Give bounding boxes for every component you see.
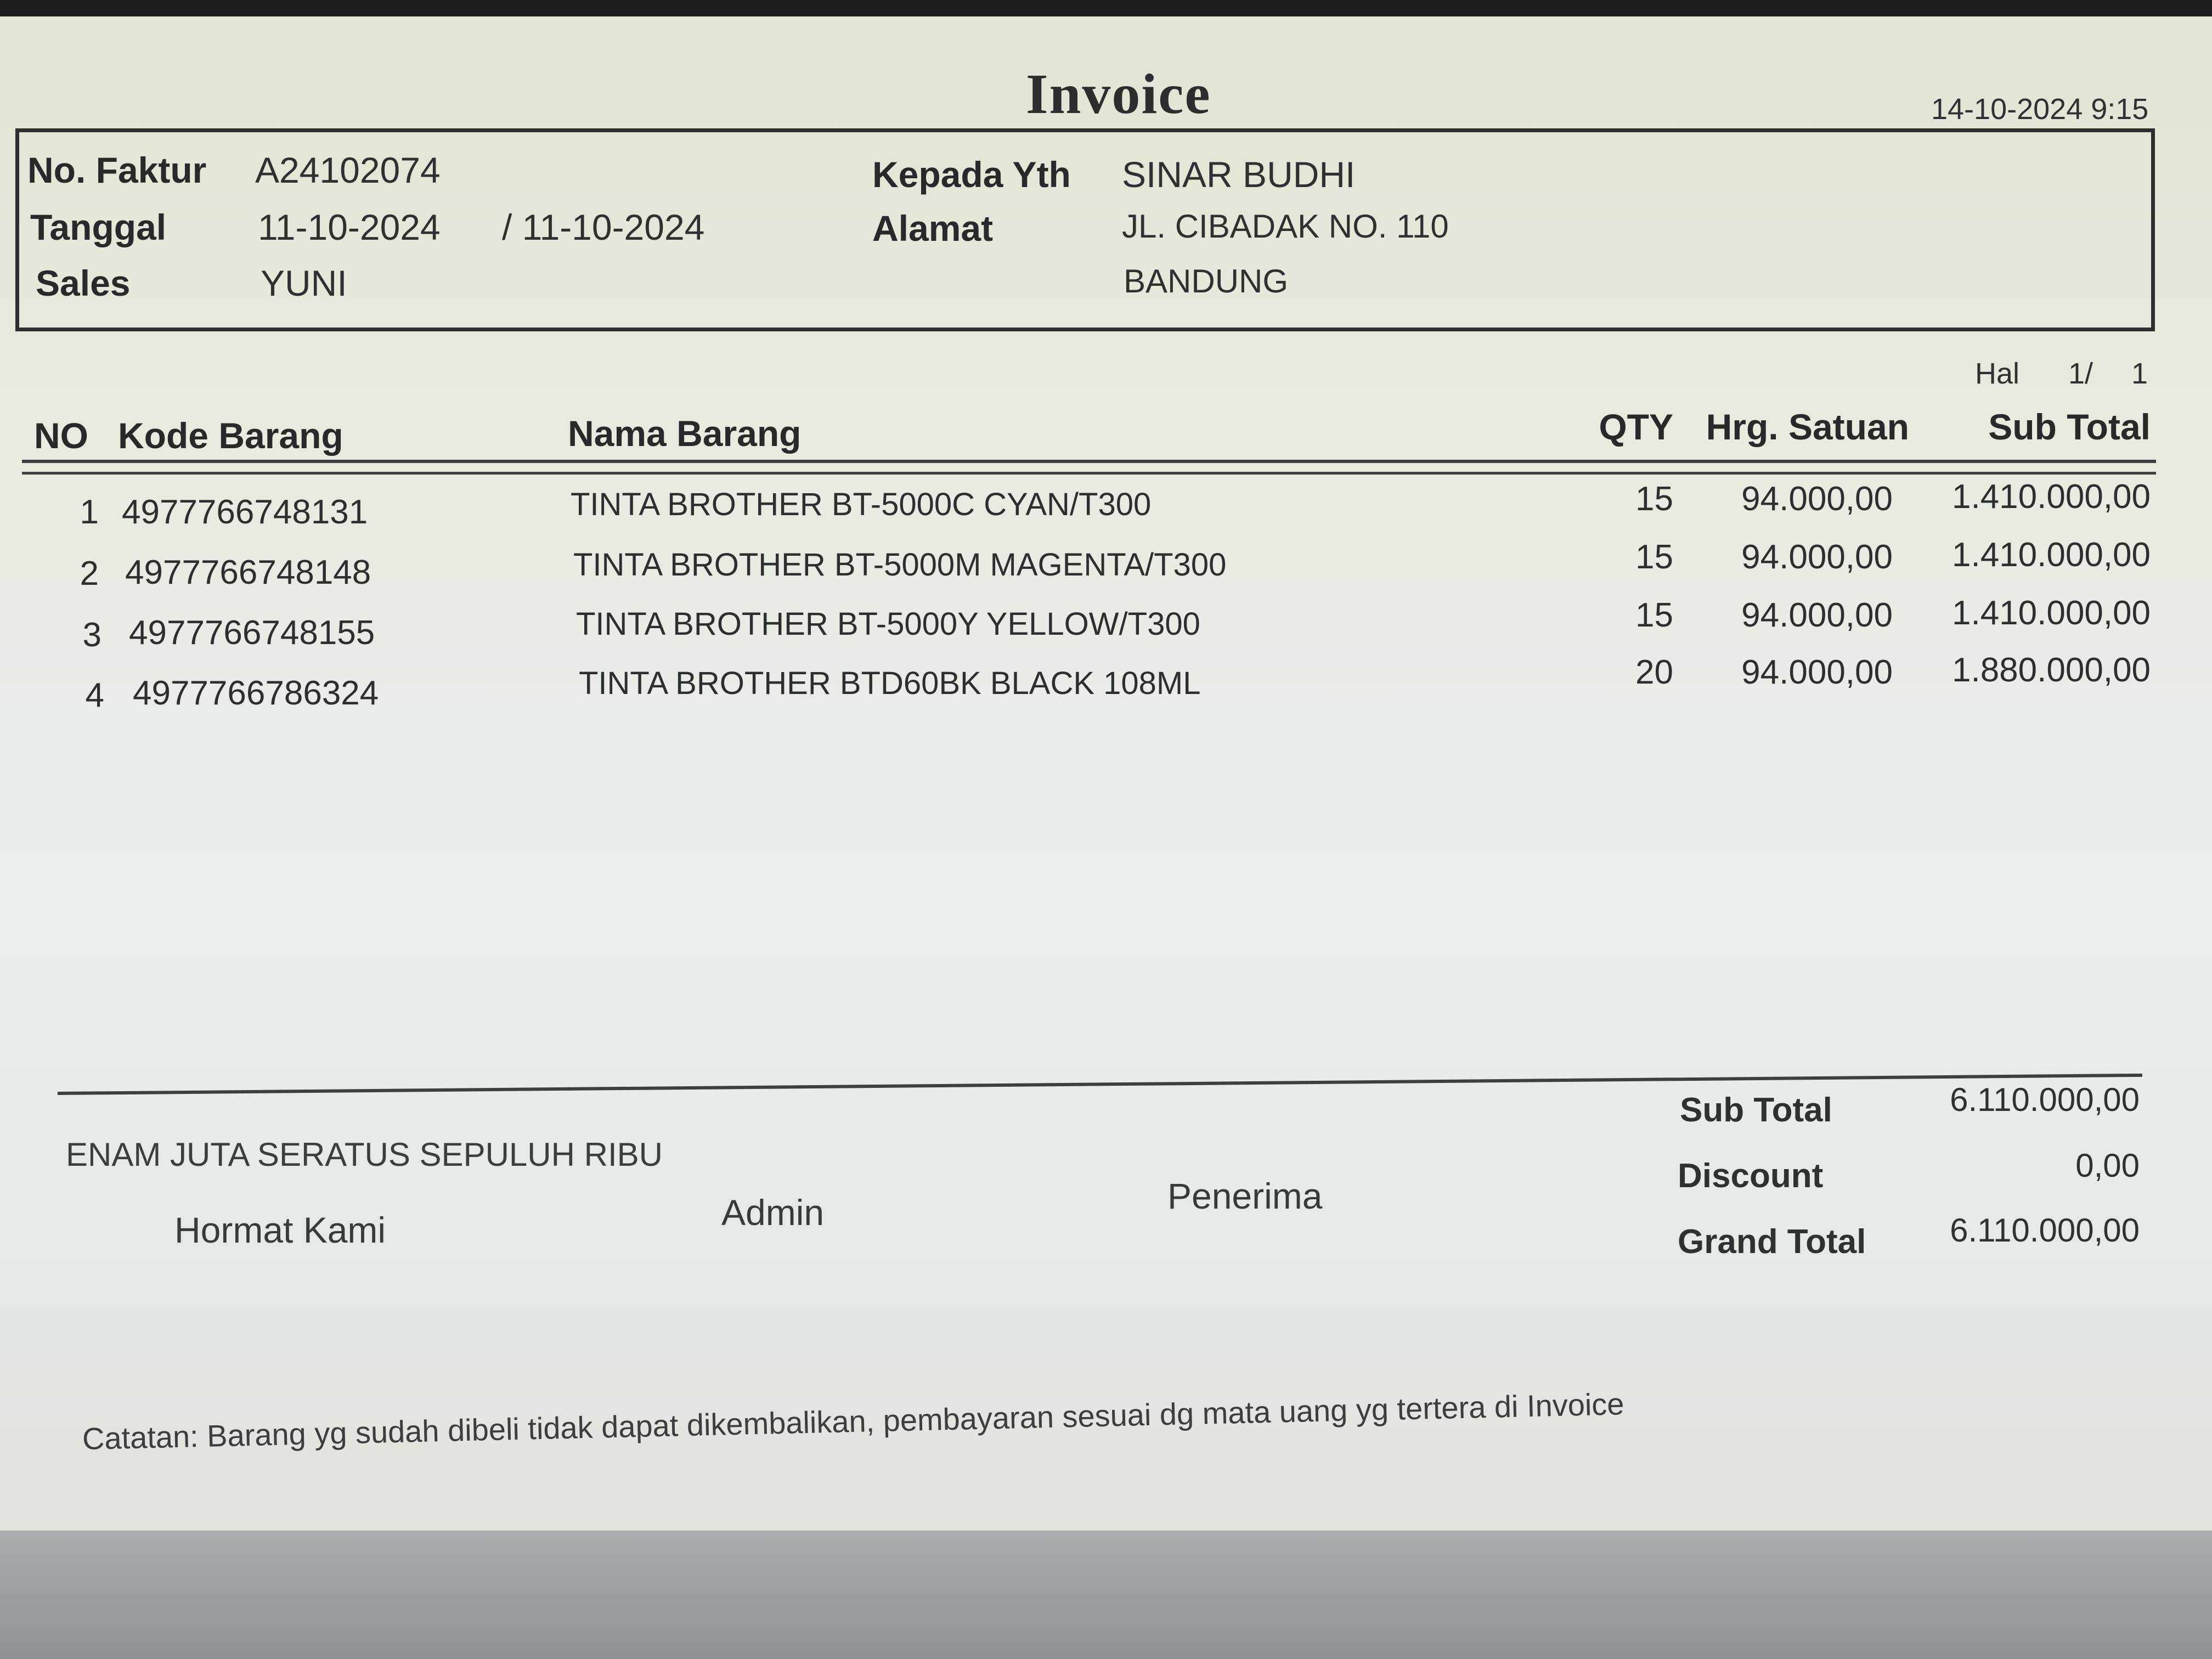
grand-total-label: Grand Total — [1678, 1223, 1866, 1261]
column-header-harga-satuan: Hrg. Satuan — [1706, 407, 1909, 447]
printed-timestamp: 14-10-2024 9:15 — [1931, 93, 2149, 126]
row-qty: 20 — [1635, 653, 1673, 691]
sales-value: YUNI — [261, 263, 347, 303]
kepada-label: Kepada Yth — [872, 154, 1071, 195]
row-no: 3 — [82, 616, 101, 654]
signature-hormat-kami: Hormat Kami — [174, 1210, 386, 1250]
row-nama: TINTA BROTHER BT-5000Y YELLOW/T300 — [576, 606, 1200, 642]
row-harga: 94.000,00 — [1741, 596, 1893, 634]
row-qty: 15 — [1635, 480, 1673, 518]
tanggal-label: Tanggal — [30, 207, 167, 247]
row-nama: TINTA BROTHER BT-5000C CYAN/T300 — [571, 487, 1152, 522]
page-label: Hal — [1975, 357, 2020, 390]
sales-label: Sales — [36, 263, 131, 303]
kepada-value: SINAR BUDHI — [1122, 154, 1356, 195]
page-current: 1/ — [2068, 357, 2094, 390]
row-no: 4 — [85, 676, 104, 714]
alamat-line-1: JL. CIBADAK NO. 110 — [1122, 208, 1449, 245]
column-header-kode-barang: Kode Barang — [118, 415, 343, 456]
sub-total-value: 6.110.000,00 — [1950, 1081, 2140, 1118]
row-kode: 4977766748155 — [129, 614, 375, 652]
row-qty: 15 — [1635, 596, 1673, 634]
tanggal-value-1: 11-10-2024 — [258, 207, 441, 247]
tanggal-value-2: / 11-10-2024 — [502, 207, 705, 247]
row-harga: 94.000,00 — [1741, 538, 1893, 576]
monitor-bezel — [0, 1531, 2212, 1659]
invoice-note: Catatan: Barang yg sudah dibeli tidak dapat dikembalikan, pembayaran sesuai dg mata uang yg tertera di Invoice — [82, 1386, 1625, 1456]
row-kode: 4977766748131 — [122, 493, 368, 531]
sub-total-label: Sub Total — [1680, 1091, 1832, 1129]
signature-admin: Admin — [721, 1192, 825, 1233]
alamat-line-2: BANDUNG — [1124, 263, 1289, 300]
table-header-rule — [22, 460, 2156, 463]
amount-in-words: ENAM JUTA SERATUS SEPULUH RIBU — [66, 1136, 663, 1173]
discount-label: Discount — [1678, 1157, 1824, 1195]
row-nama: TINTA BROTHER BT-5000M MAGENTA/T300 — [573, 547, 1227, 583]
discount-value: 0,00 — [2075, 1147, 2140, 1184]
row-qty: 15 — [1635, 538, 1673, 576]
row-harga: 94.000,00 — [1741, 480, 1893, 518]
row-no: 1 — [80, 493, 99, 531]
row-subtotal: 1.410.000,00 — [1951, 478, 2151, 516]
row-subtotal: 1.880.000,00 — [1951, 651, 2151, 689]
invoice-title: Invoice — [1026, 63, 1211, 126]
row-no: 2 — [80, 555, 99, 592]
alamat-label: Alamat — [872, 208, 994, 249]
no-faktur-label: No. Faktur — [27, 150, 207, 190]
signature-penerima: Penerima — [1167, 1176, 1323, 1216]
column-header-sub-total: Sub Total — [1988, 407, 2151, 447]
row-subtotal: 1.410.000,00 — [1951, 536, 2151, 574]
row-kode: 4977766786324 — [133, 674, 379, 712]
row-nama: TINTA BROTHER BTD60BK BLACK 108ML — [579, 665, 1201, 701]
column-header-qty: QTY — [1599, 407, 1673, 447]
column-header-no: NO — [34, 415, 88, 456]
row-harga: 94.000,00 — [1741, 653, 1893, 691]
row-subtotal: 1.410.000,00 — [1951, 594, 2151, 632]
row-kode: 4977766748148 — [125, 554, 371, 591]
page-total: 1 — [2131, 357, 2148, 390]
table-header-rule-double — [22, 472, 2156, 475]
column-header-nama-barang: Nama Barang — [568, 413, 802, 454]
grand-total-value: 6.110.000,00 — [1950, 1212, 2140, 1249]
no-faktur-value: A24102074 — [255, 150, 441, 190]
